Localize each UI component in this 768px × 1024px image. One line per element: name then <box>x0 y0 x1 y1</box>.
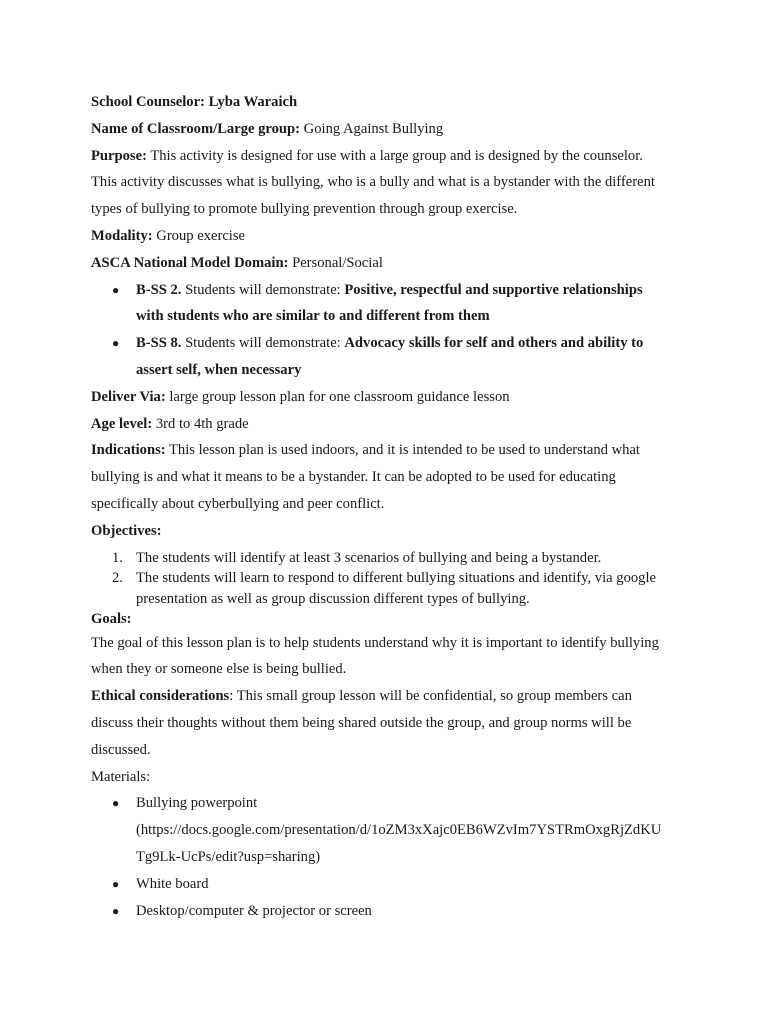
purpose-line-2: This activity discusses what is bullying, who is a bully and what is a bystander with the different <box>91 174 655 191</box>
standard-text-1: Advocacy skills for self and others and ability to <box>344 335 644 352</box>
purpose-line-1 <box>91 143 691 170</box>
asca-value: Personal/Social <box>288 254 383 271</box>
bullet-icon: ● <box>112 796 120 811</box>
bullet-icon: ● <box>112 336 120 351</box>
purpose-line-3: types of bullying to promote bullying prevention through group exercise. <box>91 201 518 218</box>
standard-code: B-SS 2. <box>136 281 182 298</box>
deliver-label: Deliver Via: <box>91 388 166 405</box>
standard-text-2: assert self, when necessary <box>136 361 302 378</box>
goals-line-1: The goal of this lesson plan is to help students understand why it is important to identify bullying <box>91 634 659 651</box>
classroom-value: Going Against Bullying <box>300 120 444 137</box>
bullet-icon: ● <box>112 903 120 918</box>
counselor-label: School Counselor: Lyba Waraich <box>91 94 298 110</box>
ethical-line-3: discussed. <box>91 741 151 758</box>
objective-text: The students will identify at least 3 scenarios of bullying and being a bystander. <box>136 549 602 566</box>
deliver-value: large group lesson plan for one classroom guidance lesson <box>165 388 510 405</box>
material-item <box>91 898 691 925</box>
counselor-line <box>91 89 691 116</box>
standard-item <box>91 277 691 304</box>
classroom-line <box>91 116 691 143</box>
objective-text: The students will learn to respond to different bullying situations and identify, via google <box>136 570 657 587</box>
age-line <box>91 411 691 438</box>
goals-line-2: when they or someone else is being bullied. <box>91 661 347 678</box>
materials-heading: Materials: <box>91 768 151 785</box>
indications-text-1: This lesson plan is used indoors, and it is intended to be used to understand what <box>165 442 640 459</box>
objective-text: presentation as well as group discussion different types of bullying. <box>136 590 530 607</box>
goals-label: Goals: <box>91 611 132 628</box>
objective-number: 1. <box>112 549 123 566</box>
standard-item <box>91 330 691 357</box>
indications-line-1 <box>91 437 691 464</box>
asca-line <box>91 250 691 277</box>
standard-intro: Students will demonstrate: <box>181 281 345 298</box>
ethical-label: Ethical considerations <box>91 688 230 705</box>
material-item-continuation <box>91 817 691 844</box>
material-text: White board <box>136 875 209 892</box>
objectives-label: Objectives: <box>91 522 162 539</box>
ethical-text-1: : This small group lesson will be confidential, so group members can <box>229 688 632 705</box>
material-text: Desktop/computer & projector or screen <box>136 902 372 919</box>
ethical-line-1 <box>91 683 691 710</box>
material-text: Bullying powerpoint <box>136 795 258 812</box>
material-item <box>91 871 691 898</box>
indications-line-2: bullying is and what it means to be a bystander. It can be adopted to be used for educating <box>91 469 616 486</box>
purpose-text-1: This activity is designed for use with a large group and is designed by the counselor. <box>146 147 643 164</box>
standard-item-continuation <box>91 357 691 384</box>
material-item-continuation <box>91 844 691 871</box>
lesson-plan <box>91 89 691 924</box>
objective-item <box>91 548 691 569</box>
objectives-heading <box>91 518 691 545</box>
objective-number: 2. <box>112 570 123 587</box>
objective-item-continuation <box>91 589 691 610</box>
modality-line <box>91 223 691 250</box>
standard-code: B-SS 8. <box>136 335 182 352</box>
modality-value: Group exercise <box>152 227 246 244</box>
indications-label: Indications: <box>91 442 166 459</box>
bullet-icon: ● <box>112 876 120 891</box>
standard-text-1: Positive, respectful and supportive relationships <box>344 281 643 298</box>
standard-text-2: with students who are similar to and different from them <box>136 308 490 325</box>
standard-item-continuation <box>91 303 691 330</box>
goals-heading <box>91 609 691 630</box>
ethical-line-2: discuss their thoughts without them being shared outside the group, and group norms will be <box>91 714 632 731</box>
objectives-list <box>91 548 691 610</box>
modality-label: Modality: <box>91 227 153 244</box>
asca-label: ASCA National Model Domain: <box>91 254 289 271</box>
objective-item <box>91 568 691 589</box>
classroom-label: Name of Classroom/Large group: <box>91 120 301 137</box>
material-link: (https://docs.google.com/presentation/d/1oZM3xXajc0EB6WZvIm7YSTRmOxgRjZdKU <box>136 822 662 839</box>
age-label: Age level: <box>91 415 153 432</box>
purpose-label: Purpose: <box>91 147 147 164</box>
material-link: Tg9Lk-UcPs/edit?usp=sharing) <box>136 848 321 865</box>
deliver-line <box>91 384 691 411</box>
bullet-icon: ● <box>112 282 120 297</box>
indications-line-3: specifically about cyberbullying and peer conflict. <box>91 495 385 512</box>
standard-intro: Students will demonstrate: <box>181 335 345 352</box>
age-value: 3rd to 4th grade <box>152 415 249 432</box>
materials-list <box>91 790 691 924</box>
material-item <box>91 790 691 817</box>
asca-standards-list <box>91 277 691 384</box>
